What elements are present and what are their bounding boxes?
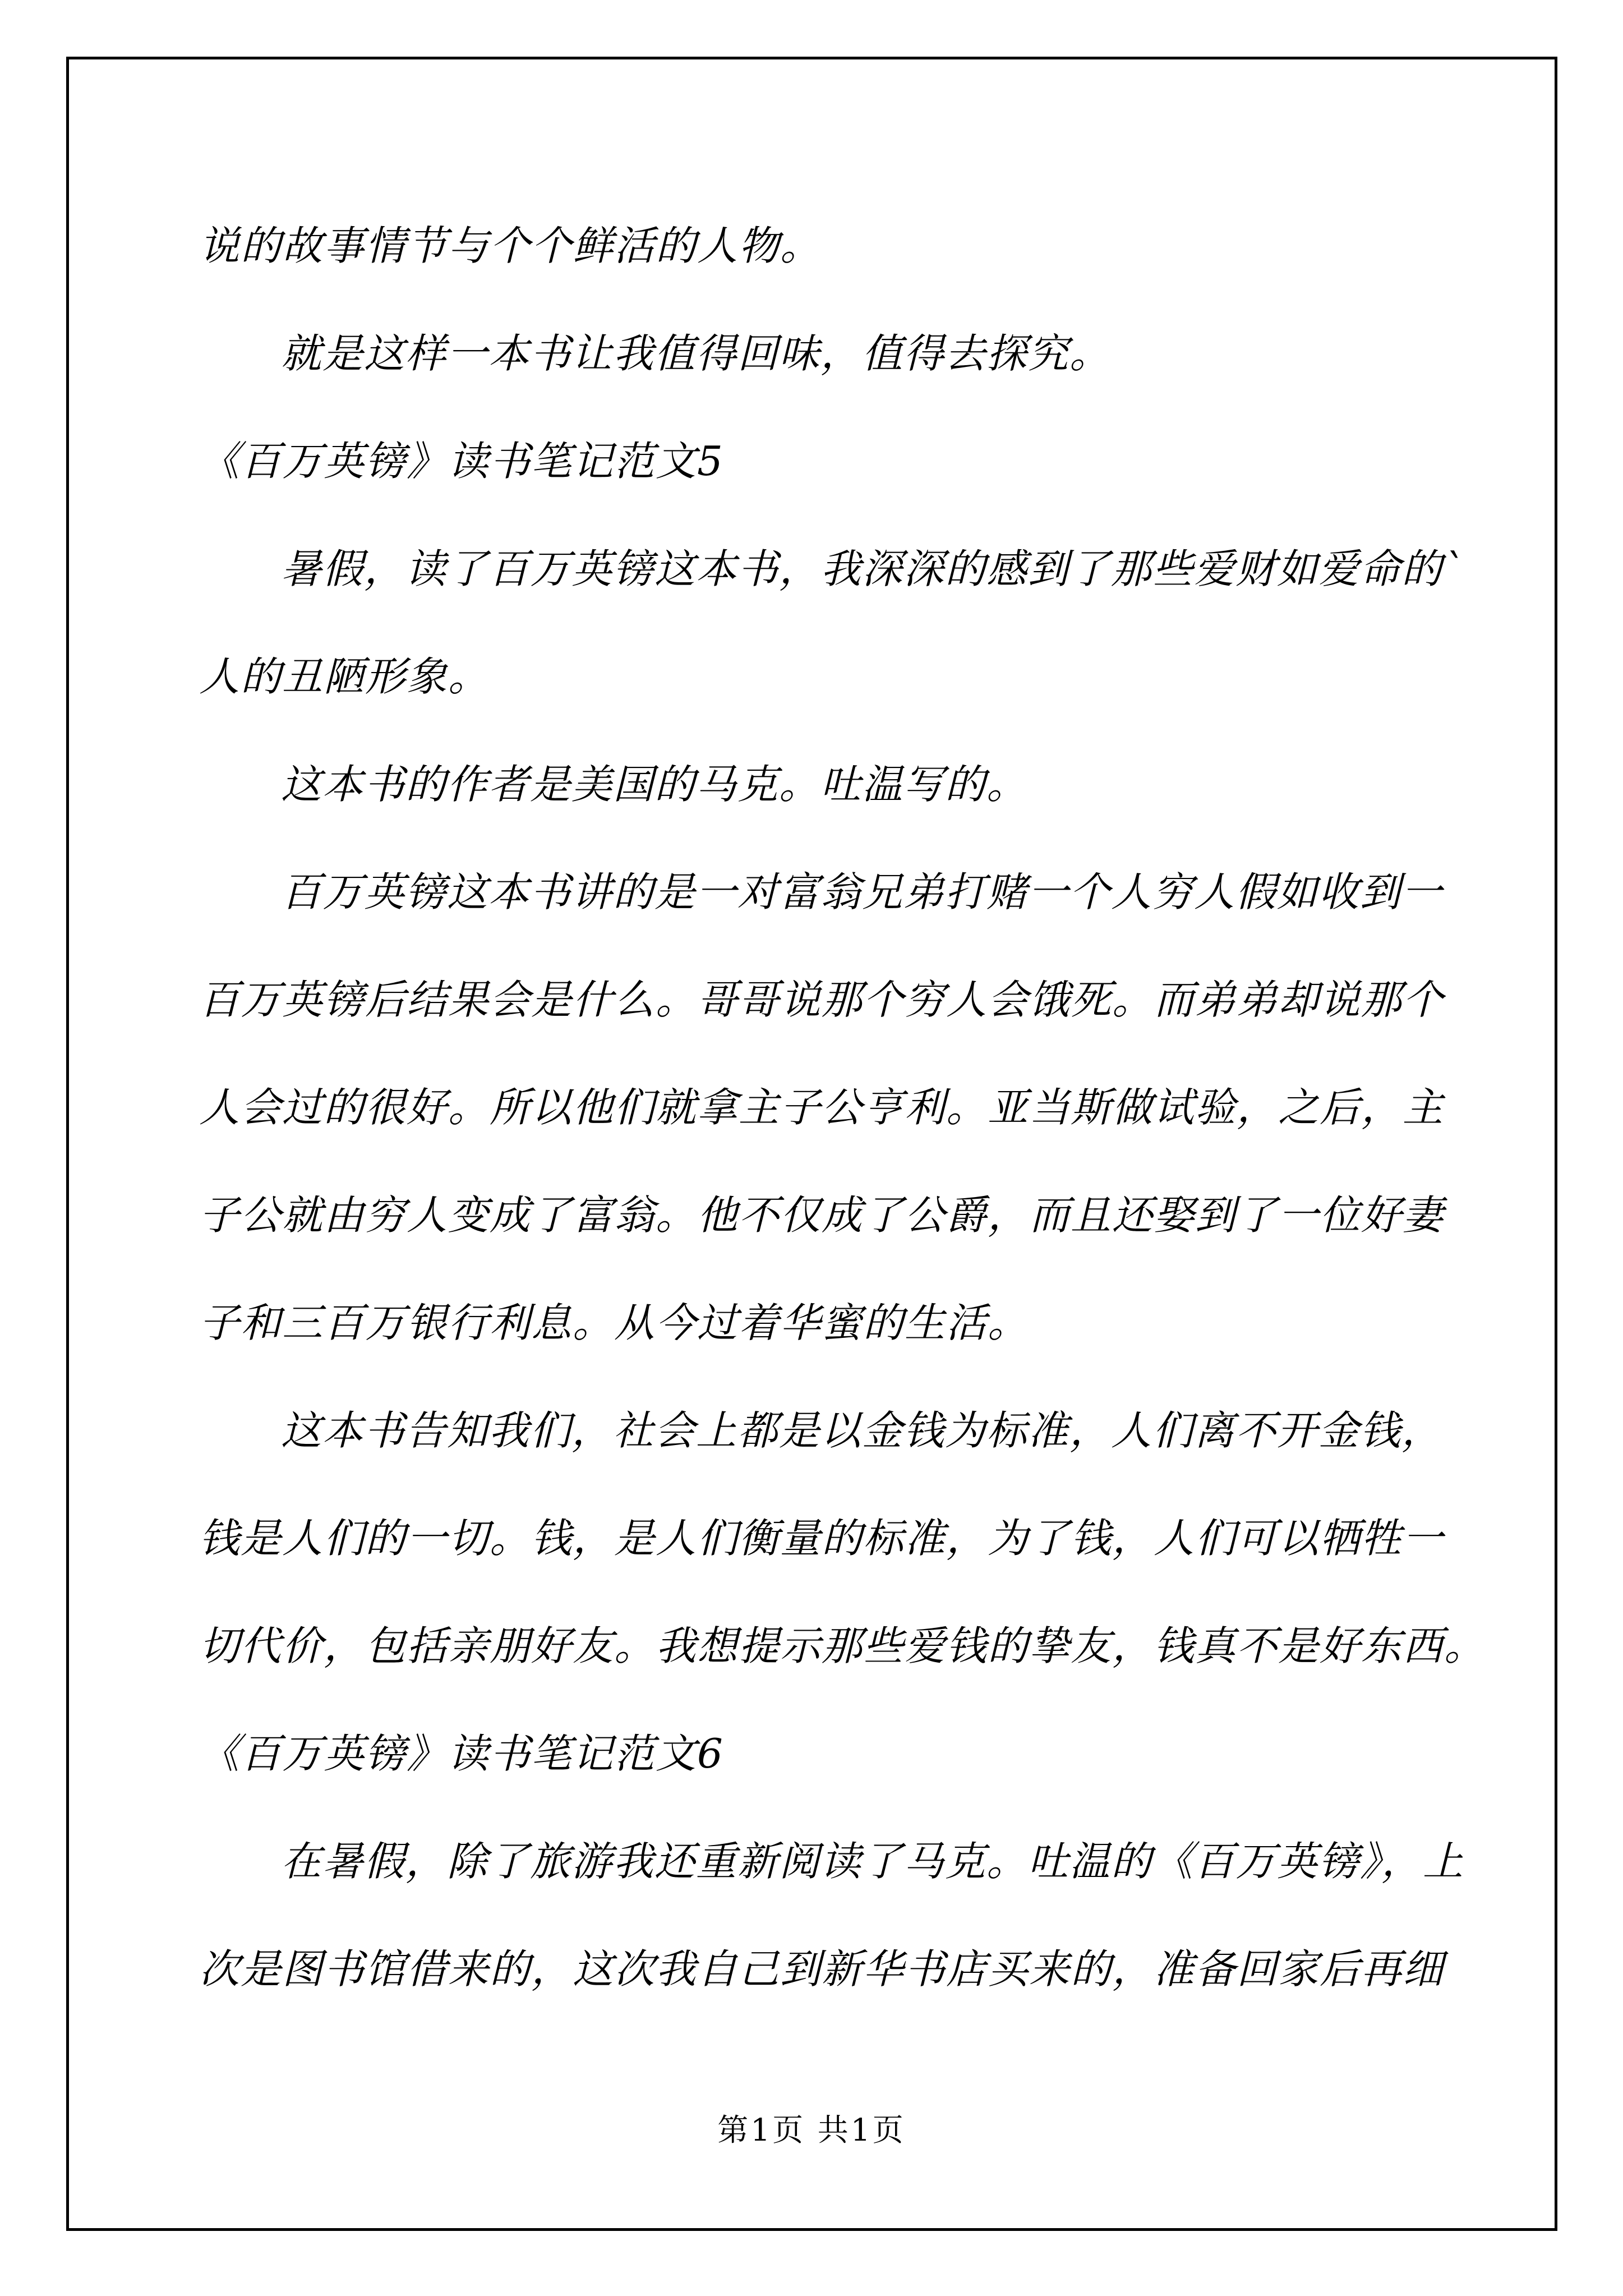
text-line: 人会过的很好。所以他们就拿主子公亨利。亚当斯做试验，之后，主 — [199, 1084, 1445, 1131]
text-line: 百万英镑后结果会是什么。哥哥说那个穷人会饿死。而弟弟却说那个 — [199, 976, 1445, 1023]
section-heading: 《百万英镑》读书笔记范文5 — [199, 438, 724, 485]
body-text — [199, 192, 1486, 2023]
text-line: 说的故事情节与个个鲜活的人物。 — [199, 222, 822, 269]
text-line: 在暑假，除了旅游我还重新阅读了马克。吐温的《百万英镑》，上 — [281, 1838, 1465, 1885]
text-line: 这本书告知我们，社会上都是以金钱为标准，人们离不开金钱， — [281, 1407, 1444, 1454]
text-line: 暑假，读了百万英镑这本书，我深深的感到了那些爱财如爱命的` — [281, 545, 1465, 592]
text-line: 就是这样一本书让我值得回味，值得去探究。 — [281, 330, 1112, 377]
text-line: 子和三百万银行利息。从今过着华蜜的生活。 — [199, 1299, 1030, 1346]
text-line: 人的丑陋形象。 — [199, 653, 490, 700]
text-line: 百万英镑这本书讲的是一对富翁兄弟打赌一个人穷人假如收到一 — [281, 868, 1444, 915]
text-line: 这本书的作者是美国的马克。吐温写的。 — [281, 761, 1029, 808]
page-number-footer: 第1页 共1页 — [717, 2112, 906, 2148]
text-line: 切代价，包括亲朋好友。我想提示那些爱钱的挚友，钱真不是好东西。 — [199, 1622, 1486, 1669]
text-line: 次是图书馆借来的，这次我自己到新华书店买来的，准备回家后再细 — [199, 1945, 1445, 1993]
section-heading: 《百万英镑》读书笔记范文6 — [199, 1730, 724, 1777]
text-line: 子公就由穷人变成了富翁。他不仅成了公爵，而且还娶到了一位好妻 — [199, 1191, 1445, 1239]
text-line: 钱是人们的一切。钱，是人们衡量的标准，为了钱，人们可以牺牲一 — [199, 1515, 1445, 1562]
